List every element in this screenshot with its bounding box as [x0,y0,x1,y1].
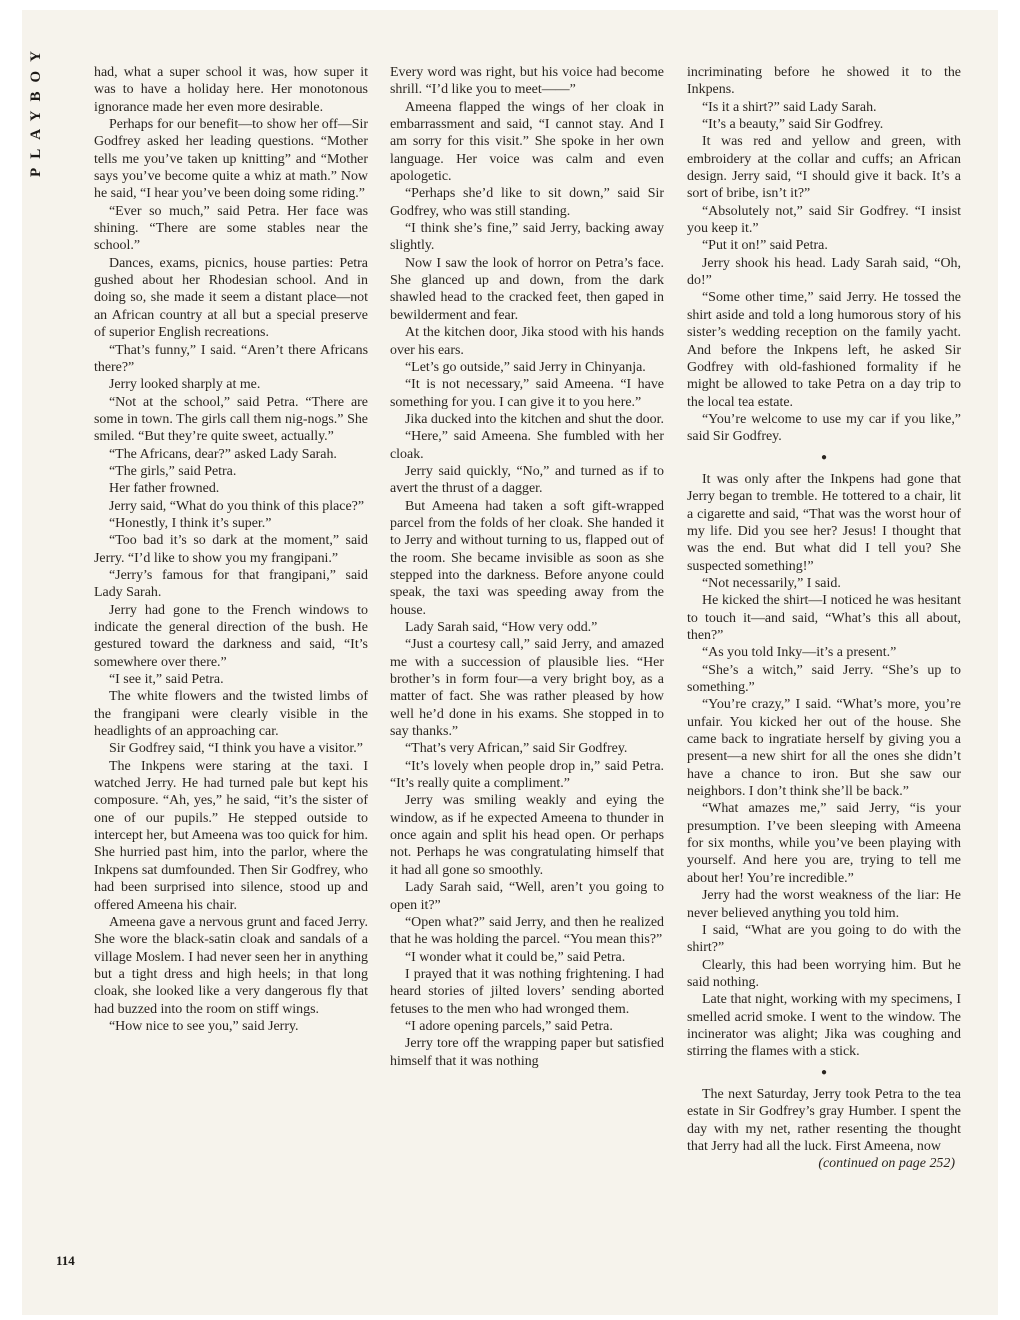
text-column-2 [390,64,664,1070]
paragraph: It was only after the Inkpens had gone that Jerry began to tremble. He tottered to a chair, lit a cigarette and said, “That was the worst hour of my life. Did you see her? Jesus! I thought that was the end. But what did I tell you? She suspected something!” [687,471,961,574]
paragraph: “I see it,” said Petra. [109,672,224,688]
paragraph: “As you told Inky—it’s a present.” [702,645,897,661]
paragraph: Clearly, this had been worrying him. But he said nothing. [687,957,961,990]
paragraph: had, what a super school it was, how super it was to have a holiday here. Her monotonous ignorance made her even more desirable. [94,65,368,115]
continued-note: (continued on page 252) [818,1156,955,1172]
paragraph: “That’s funny,” I said. “Aren’t there Africans there?” [94,342,368,375]
section-divider-2: ● [820,1066,828,1078]
paragraph: “The girls,” said Petra. [109,463,237,479]
paragraph: Jerry tore off the wrapping paper but satisfied himself that it was nothing [390,1036,664,1069]
column-3-part-1 [687,64,961,446]
paragraph: I said, “What are you going to do with the shirt?” [687,922,961,956]
column-3-part-3 [687,1086,961,1155]
paragraph: “Put it on!” said Petra. [702,238,828,254]
paragraph: “Too bad it’s so dark at the moment,” said Jerry. “I’d like to show you my frangipani.” [94,533,368,566]
paragraph: Jerry said quickly, “No,” and turned as if to avert the thrust of a dagger. [390,463,664,497]
paragraph: “It is not necessary,” said Ameena. “I have something for you. I can give it to you here.” [390,377,664,410]
paragraph: Jerry had gone to the French windows to indicate the general direction of the bush. He gestured toward the darkness and said, “It’s somewhere over there.” [94,602,368,670]
paragraph: I prayed that it was nothing frightening. I had heard stories of jilted lovers’ sending aborted fetuses to the men who had wronged them. [390,966,664,1017]
page-number: 114 [56,1253,75,1268]
paragraph: “Honestly, I think it’s super.” [109,515,272,531]
paragraph: “Ever so much,” said Petra. Her face was shining. “There are some stables near the school.” [94,203,368,254]
paragraph: Her father frowned. [109,481,220,497]
paragraph: incriminating before he showed it to the Inkpens. [687,65,961,98]
paragraph: “What amazes me,” said Jerry, “is your presumption. I’ve been sleeping with Ameena for six months, while you’ve been playing with yourself. And here you are, trying to tell me about her! You’re incredible.” [687,801,961,886]
paragraph: Jerry shook his head. Lady Sarah said, “Oh, do!” [687,255,961,289]
paragraph: At the kitchen door, Jika stood with his hands over his ears. [390,325,664,358]
paragraph: “Some other time,” said Jerry. He tossed the shirt aside and told a long humorous story of his sister’s wedding reception on the family yacht. And before the Inkpens left, he asked Sir Godfrey with old-fashioned formality if he might be allowed to take Petra on a day trip to the local tea estate. [687,290,961,410]
paragraph: Jerry said, “What do you think of this place?” [109,498,365,514]
paragraph: “Here,” said Ameena. She fumbled with her cloak. [390,429,664,462]
paragraph: “You’re welcome to use my car if you like,” said Sir Godfrey. [687,411,961,445]
paragraph: “Is it a shirt?” said Lady Sarah. [702,99,877,115]
text-column-1 [94,64,368,1035]
masthead: PLAYBOY [28,42,44,177]
paragraph: “Just a courtesy call,” said Jerry, and amazed me with a succession of plausible lies. “Her brother’s in form four—a very bright boy, as a matter of fact. She was rather pleased by how well he’d done in his exams. She stopped in to say thanks.” [390,637,664,740]
paragraph: “Jerry’s famous for that frangipani,” said Lady Sarah. [94,567,368,601]
paragraph: Perhaps for our benefit—to show her off—Sir Godfrey asked her leading questions. “Mother tells me you’ve taken up knitting” and “Mother says you’ve become quite a whiz at math.” Now he said, “I hear you’ve been doing some riding.” [94,117,368,202]
paragraph: “Perhaps she’d like to sit down,” said Sir Godfrey, who was still standing. [390,186,664,219]
paragraph: “You’re crazy,” I said. “What’s more, you’re unfair. You kicked her out of the house. She came back to ingratiate herself by giving you a present—a new shirt for all the ones she didn’t have a chance to iron. But she saw our neighbors. I don’t think she’ll be back.” [687,697,961,800]
paragraph: “It’s a beauty,” said Sir Godfrey. [702,117,884,133]
paragraph: “I wonder what it could be,” said Petra. [405,949,626,965]
paragraph: “It’s lovely when people drop in,” said Petra. “It’s really quite a compliment.” [390,758,664,792]
paragraph: “How nice to see you,” said Jerry. [109,1018,299,1034]
paragraph: Ameena gave a nervous grunt and faced Jerry. She wore the black-satin cloak and sandals of a village Moslem. I had never seen her in anything but a tight dress and high heels; in that long cloak, she looked like a very dangerous fly that had buzzed into the room on stiff wings. [94,914,368,1017]
paragraph: Dances, exams, picnics, house parties: Petra gushed about her Rhodesian school. And in doing so, she made it seem a distant place—not an African country at all but a special preserve of superior English recreations. [94,255,368,341]
text-column-3 [687,64,961,1173]
paragraph: “I think she’s fine,” said Jerry, backing away slightly. [390,221,664,254]
paragraph: “Open what?” said Jerry, and then he realized that he was holding the parcel. “You mean this?” [390,914,664,948]
paragraph: “I adore opening parcels,” said Petra. [405,1018,613,1034]
paragraph: The white flowers and the twisted limbs of the frangipani were clearly visible in the headlights of an approaching car. [94,689,368,740]
paragraph: Now I saw the look of horror on Petra’s face. She glanced up and down, from the dark shawled head to the cracked feet, then gaped in bewilderment and fear. [390,255,664,323]
paragraph: “She’s a witch,” said Jerry. “She’s up to something.” [687,662,961,696]
paragraph: But Ameena had taken a soft gift-wrapped parcel from the folds of her cloak. She handed it to Jerry and without turning to us, flapped out of the room. She became invisible as soon as she stepped into the darkness. Before anyone could speak, the taxi was speeding away from the house. [390,498,664,618]
paragraph: Lady Sarah said, “How very odd.” [405,620,598,635]
paragraph: Ameena flapped the wings of her cloak in embarrassment and said, “I cannot stay. And I am sorry for this visit.” She spoke in her own language. Her voice was calm and even apologetic. [390,99,664,185]
paragraph: It was red and yellow and green, with embroidery at the collar and cuffs; an African design. Jerry said, “I should give it back. It’s a sort of bribe, isn’t it?” [687,134,961,202]
paragraph: Jerry looked sharply at me. [109,377,261,393]
paragraph: He kicked the shirt—I noticed he was hesitant to touch it—and said, “What’s this all about, then?” [687,593,961,643]
paragraph: Late that night, working with my specimens, I smelled acrid smoke. I went to the window. The incinerator was alight; Jika was coughing and stirring the flames with a stick. [687,992,961,1060]
paragraph: “The Africans, dear?” asked Lady Sarah. [109,446,337,462]
paragraph: “Absolutely not,” said Sir Godfrey. “I insist you keep it.” [687,203,961,237]
paragraph: “Not at the school,” said Petra. “There are some in town. The girls call them nig-nogs.” She smiled. “But they’re quite sweet, actually.” [94,394,368,445]
paragraph: Sir Godfrey said, “I think you have a visitor.” [109,741,363,757]
paragraph: The next Saturday, Jerry took Petra to the tea estate in Sir Godfrey’s gray Humber. I spent the day with my net, rather resenting the thought that Jerry had all the luck. First Ameena, now [687,1086,961,1154]
paragraph: “Let’s go outside,” said Jerry in Chinyanja. [405,359,646,375]
section-divider-1: ● [820,451,828,463]
paragraph: Every word was right, but his voice had become shrill. “I’d like you to meet——” [390,65,664,98]
paragraph: The Inkpens were staring at the taxi. I watched Jerry. He had turned pale but kept his composure. “Ah, yes,” he said, “it’s the sister of one of our pupils.” He stepped outside to intercept her, but Ameena was too quick for him. She hurried past him, into the parlor, where the Inkpens sat dumfounded. Then Sir Godfrey, who had been surprised into silence, stood up and offered Ameena his chair. [94,758,368,913]
paragraph: “Not necessarily,” I said. [702,575,841,591]
paragraph: Jerry was smiling weakly and eying the window, as if he expected Ameena to thunder in once again and split his head open. Or perhaps not. Perhaps he was congratulating himself that it had all gone so smoothly. [390,793,664,878]
paragraph: Jerry had the worst weakness of the liar: He never believed anything you told him. [687,888,961,921]
paragraph: “That’s very African,” said Sir Godfrey. [405,741,628,757]
column-3-part-2 [687,471,961,1061]
paragraph: Jika ducked into the kitchen and shut the door. [405,411,664,427]
paragraph: Lady Sarah said, “Well, aren’t you going to open it?” [390,880,664,913]
